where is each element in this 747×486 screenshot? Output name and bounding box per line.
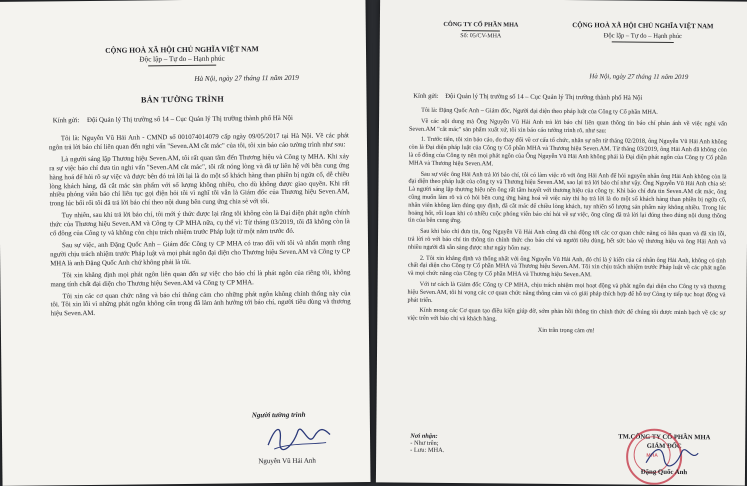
motto-underline: [148, 65, 216, 67]
recipient-label: Kính gửi:: [52, 117, 80, 125]
signer-name: Đặng Quốc Anh: [640, 468, 688, 477]
document-title: BẢN TƯỜNG TRÌNH: [140, 94, 225, 105]
paragraph: 2. Tôi xin khẳng định và thống nhất với ông Nguyễn Vũ Hải Anh, đó chỉ là ý kiến của cá nhân ông Hải Anh, không có tính chất đại diện cho Công ty Cổ phần MHA và Thương hiệu Seven.AM. Tôi xin chịu trách nhiệm trước Pháp luật về các phát ngôn và mọi chức năng của Công ty Cổ phần MHA và Thương hiệu Seven.AM.: [407, 254, 726, 279]
paragraph: Sau sự việc ông Hải Anh trả lời báo chí, tôi có làm việc rõ với ông Hải Anh để hỏi nguyên nhân ông Hải Anh không còn là đại diện theo pháp luật của công ty và Thương hiệu Seven.AM, sao lại trả lời báo chí như vậy. Ông Nguyễn Vũ Hải Anh chia sẻ: Là người sáng lập thương hiệu nên ông rất tâm huyết với thương hiệu của công ty. Khi báo chí đưa tin Seven.AM cắt mác, ông cũng muốn làm rõ và có hỏi bên cung ứng hàng hoá về việc này thì họ trả lời là do một số khách hàng than phiền bị ngứa cổ, nhân viên không làm đúng quy định, đã cắt mác để chiều lòng khách, tuy nhiên số lượng sản phẩm này không nhiều. Trong lúc hoảng hốt, rối loạn khi có nhiều cuộc phóng viên báo chí hỏi về sự việc, ông cũng đã trả lời lại đúng theo đúng nội dung thông tin của bên cung ứng.: [408, 170, 727, 225]
motto: Độc lập – Tự do – Hạnh phúc: [603, 32, 682, 41]
right-document-page: [376, 0, 747, 486]
left-document-page: [0, 0, 371, 486]
national-title: CỘNG HOÀ XÃ HỘI CHỦ NGHĨA VIỆT NAM: [572, 22, 714, 31]
document-number: Số: 05/CV-MHA: [460, 33, 502, 40]
recipient: Đội Quản lý Thị trường số 14 – Cục Quản lý Thị trường thành phố Hà Nội: [445, 92, 643, 102]
closing-line: Xin trân trọng cảm ơn!: [537, 326, 595, 335]
document-body: [49, 132, 351, 322]
motto-underline: [612, 41, 674, 43]
paragraph: 1. Trước tiên, tôi xin báo cáo, do thay đổi về cơ cấu tổ chức, nhân sự nên từ tháng 02/2018, ông Nguyễn Vũ Hải Anh không còn là Đại diện pháp luật của Công ty Cổ phần MHA và Thương hiệu Seven.AM. Từ tháng 03/2019, ông Hải Anh đã không còn là cổ đông của Công ty nên mọi phát ngôn của Ông Nguyễn Vũ Hải Anh không phải là Đại diện phát ngôn của Công ty Cổ phần MHA và Thương hiệu Seven.AM.: [408, 136, 727, 168]
recipient-line: [413, 93, 642, 102]
signer-title: GIÁM ĐỐC: [646, 442, 682, 451]
paragraph: Là người sáng lập Thương hiệu Seven.AM, tôi rất quan tâm đến Thương hiệu và Công ty MHA. Khi xảy ra sự việc báo chí đưa tin nghi vấn "Seven.AM cắt mác", tôi rất nóng lòng và đã tự liên hệ với bên cung ứng hàng hoá để hỏi rõ sự việc và được bên đó trả lời lại là do một số khách hàng than phiền bị ngứa cổ, dễ chiều lòng khách hàng, đã cắt mác sản phẩm với số lượng không nhiều, cho dù không được giao quyền. Khi rất nhiều phóng viên báo chí liên tục gọi điện hỏi tôi vì nghĩ tôi vẫn là Giám đốc của Thương hiệu Seven.AM, trong lúc bối rối tôi đã trả lời báo chí theo nội dung bên cung ứng chia sẻ với tôi.: [49, 153, 350, 208]
handwritten-signature: [264, 418, 334, 455]
svg-text:MHA: MHA: [646, 452, 658, 459]
signer-company: TM.CÔNG TY CỔ PHẦN MHA: [618, 433, 711, 442]
recipients-block: [410, 433, 444, 454]
paragraph: Tôi là: Nguyễn Vũ Hải Anh - CMND số 001074014079 cấp ngày 09/05/2017 tại Hà Nội. Về các phát ngôn trả lời báo chí liên quan đến nghi vấn "Seven.AM cắt mác" của tôi, tôi xin báo cáo tường trình như sau:: [48, 132, 349, 152]
recipients-label: Nơi nhận:: [410, 432, 438, 440]
recipient: Đội Quản lý Thị trường số 14 – Cục Quản lý Thị trường thành phố Hà Nội: [86, 114, 293, 125]
recipient-item: - Như trên;: [410, 439, 439, 447]
company-name: CÔNG TY CỔ PHẦN MHA: [443, 20, 519, 29]
intro-paragraph: Tôi là: Đặng Quốc Anh – Giám đốc, Người đại diện theo pháp luật của Công ty Cổ phần MHA.: [421, 106, 658, 116]
company-underline: [462, 30, 500, 31]
paragraph: Kính mong các Cơ quan tạo điều kiện giúp đỡ, sớm phản hồi thông tin chính thức để chúng tôi được minh bạch về các sự việc trên với báo chí và khách hàng.: [407, 307, 726, 323]
signer-title: Người tường trình: [251, 410, 306, 420]
document-date: Hà Nội, ngày 27 tháng 11 năm 2019: [589, 73, 689, 82]
recipient-item: - Lưu: MHA.: [410, 446, 445, 454]
document-date: Hà Nội, ngày 27 tháng 11 năm 2019: [194, 73, 299, 83]
paragraph: Về các nội dung mà Ông Nguyễn Vũ Hải Anh trả lời báo chí liên quan thông tin báo chí phản ánh về việc nghi vấn Seven.AM "cắt mác" sản phẩm xuất xứ, tôi xin báo cáo tường trình rõ, như sau:: [408, 117, 728, 134]
signer-name: Nguyễn Vũ Hải Anh: [258, 456, 316, 466]
paragraph: Tuy nhiên, sau khi trả lời báo chí, tôi mới ý thức được lại rằng tôi không còn là Đại diện phát ngôn chính thức của Thương hiệu Seven.AM và Công ty CP MHA nữa, cụ thể vì: Từ tháng 03/2019, tôi đã không còn là cổ đông của Công ty và không còn chịu trách nhiệm trước Pháp luật từ một năm trước đó.: [49, 209, 350, 238]
paragraph: Sau khi báo chí đưa tin, ông Nguyễn Vũ Hải Anh cũng đã chủ động tới các cơ quan chức năng có liên quan và đã xin lỗi, trả lời rõ với báo chí tin thông tin chính thức cho báo chí và người tiêu dùng, hết sức bảo vệ thương hiệu và ông Hải Anh và nhiều người đã sẵn sàng được như ngày hôm nay.: [407, 227, 727, 252]
national-title: CỘNG HOÀ XÃ HỘI CHỦ NGHĨA VIỆT NAM: [105, 44, 259, 55]
document-body: [407, 107, 727, 339]
recipient-line: [53, 115, 293, 125]
paragraph: Tôi xin khẳng định mọi phát ngôn liên quan đến sự việc cho báo chí là phát ngôn của riêng tôi, không mang tính chất đại diện cho Thương hiệu Seven.AM và Công ty CP MHA.: [50, 268, 351, 288]
paragraph: Sau sự việc, anh Đặng Quốc Anh – Giám đốc Công ty CP MHA có trao đổi với tôi và nhấn mạnh rằng người chịu trách nhiệm trước Pháp luật và mọi phát ngôn đại diện cho Thương hiệu Seven.AM và Công ty CP MHA là anh Đặng Quốc Anh chứ không phải là tôi.: [50, 239, 351, 268]
handwritten-signature: [642, 441, 702, 472]
paragraph: Với tư cách là Giám đốc Công ty CP MHA, chịu trách nhiệm mọi hoạt động và phát ngôn đại diện cho Công ty và thương hiệu Seven.AM, tôi hi vọng các cơ quan chức năng thông cảm và có giải pháp thích hợp để hỗ trợ Công ty tiếp tục hoạt động và phát triển.: [407, 280, 726, 304]
paragraph: Tôi xin các cơ quan chức năng và báo chí thông cảm cho những phát ngôn không chính thống này của tôi. Tôi xin lỗi vì những phát ngôn không cẩn trọng đã làm ảnh hưởng tới báo chí, người tiêu dùng và thương hiệu Seven.AM.: [50, 289, 351, 318]
recipient-label: Kính gửi:: [413, 92, 439, 100]
motto: Độc lập – Tự do – Hạnh phúc: [139, 54, 225, 64]
